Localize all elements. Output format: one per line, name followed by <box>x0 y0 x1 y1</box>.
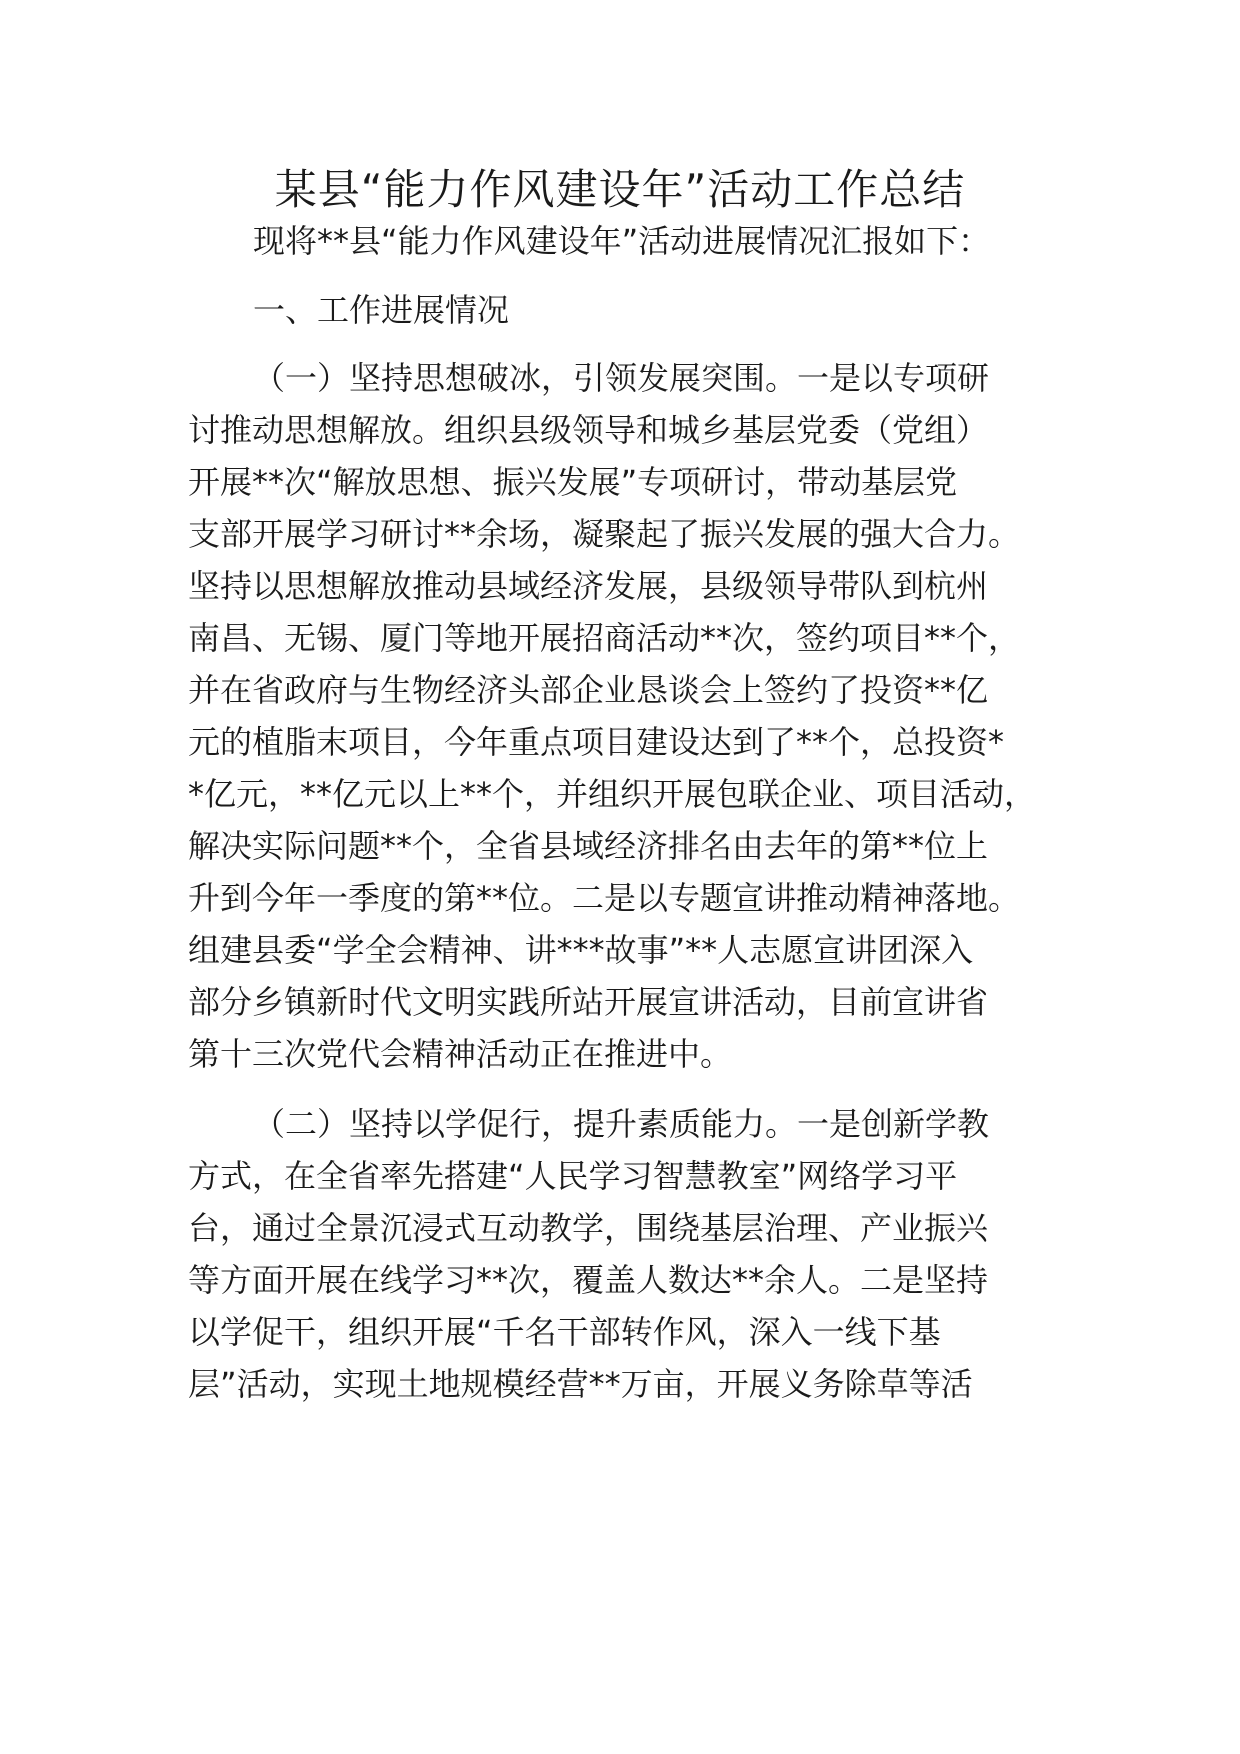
paragraph-1-line: 坚持以思想解放推动县域经济发展，县级领导带队到杭州 <box>188 567 989 605</box>
intro-line: 现将**县“能力作风建设年”活动进展情况汇报如下： <box>253 222 991 260</box>
paragraph-1-line: 南昌、无锡、厦门等地开展招商活动**次，签约项目**个， <box>188 619 1021 657</box>
paragraph-1-line: 第十三次党代会精神活动正在推进中。 <box>188 1035 733 1073</box>
paragraph-2-line: 以学促干，组织开展“千名干部转作风，深入一线下基 <box>188 1313 941 1351</box>
paragraph-1-line: 支部开展学习研讨**余场，凝聚起了振兴发展的强大合力。 <box>188 515 1021 553</box>
paragraph-1-line: 并在省政府与生物经济头部企业恳谈会上签约了投资**亿 <box>188 671 989 709</box>
paragraph-1-line: 解决实际问题**个，全省县域经济排名由去年的第**位上 <box>188 827 989 865</box>
document-title: 某县“能力作风建设年”活动工作总结 <box>274 165 966 214</box>
paragraph-1-line: 组建县委“学全会精神、讲***故事”**人志愿宣讲团深入 <box>188 931 974 969</box>
paragraph-2-line: （二）坚持以学促行，提升素质能力。一是创新学教 <box>253 1105 990 1143</box>
paragraph-1-line: 开展**次“解放思想、振兴发展”专项研讨，带动基层党 <box>188 463 958 501</box>
paragraph-2-line: 方式，在全省率先搭建“人民学习智慧教室”网络学习平 <box>188 1157 958 1195</box>
paragraph-1-line: *亿元，**亿元以上**个，并组织开展包联企业、项目活动， <box>188 775 1037 813</box>
paragraph-1-line: 部分乡镇新时代文明实践所站开展宣讲活动，目前宣讲省 <box>188 983 989 1021</box>
paragraph-1-line: （一）坚持思想破冰，引领发展突围。一是以专项研 <box>253 359 990 397</box>
paragraph-2-line: 台，通过全景沉浸式互动教学，围绕基层治理、产业振兴 <box>188 1209 989 1247</box>
paragraph-1-line: 升到今年一季度的第**位。二是以专题宣讲推动精神落地。 <box>188 879 1021 917</box>
section-heading: 一、工作进展情况 <box>253 291 510 329</box>
paragraph-1-line: 元的植脂末项目，今年重点项目建设达到了**个，总投资* <box>188 723 1005 761</box>
paragraph-1-line: 讨推动思想解放。组织县级领导和城乡基层党委（党组） <box>188 411 989 449</box>
paragraph-2-line: 层”活动，实现土地规模经营**万亩，开展义务除草等活 <box>188 1365 973 1403</box>
paragraph-2-line: 等方面开展在线学习**次，覆盖人数达**余人。二是坚持 <box>188 1261 989 1299</box>
